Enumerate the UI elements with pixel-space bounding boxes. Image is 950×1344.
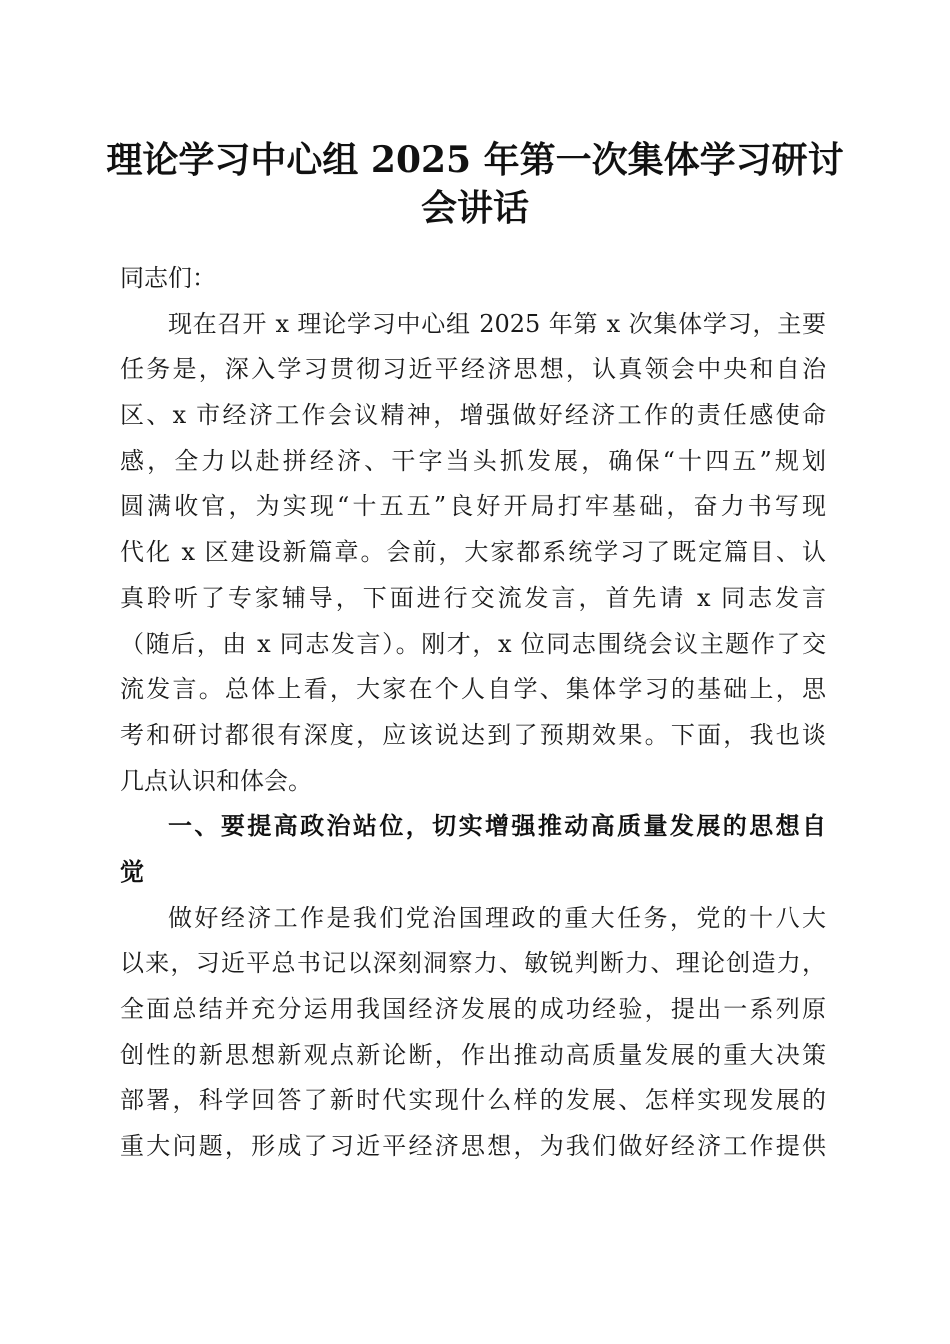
- paragraph-line: 全面总结并充分运用我国经济发展的成功经验，提出一系列原: [120, 995, 826, 1023]
- paragraph-line: （随后，由 x 同志发言）。刚才，x 位同志围绕会议主题作了交: [120, 629, 826, 658]
- paragraph-line: 创性的新思想新观点新论断，作出推动高质量发展的重大决策: [120, 1040, 826, 1069]
- paragraph-line: 感，全力以赴拼经济、干字当头抓发展，确保“十四五”规划: [120, 446, 826, 475]
- paragraph-line: 区、x 市经济工作会议精神，增强做好经济工作的责任感使命: [120, 401, 826, 430]
- paragraph-line: 真聆听了专家辅导，下面进行交流发言，首先请 x 同志发言: [120, 583, 826, 612]
- paragraph-line: 几点认识和体会。: [120, 766, 312, 795]
- paragraph-line: 流发言。总体上看，大家在个人自学、集体学习的基础上，思: [120, 675, 826, 704]
- document-title: [100, 136, 850, 232]
- paragraph-line: 现在召开 x 理论学习中心组 2025 年第 x 次集体学习，主要: [168, 309, 826, 338]
- paragraph-line: 重大问题，形成了习近平经济思想，为我们做好经济工作提供: [120, 1132, 826, 1161]
- paragraph-line: 考和研讨都很有深度，应该说达到了预期效果。下面，我也谈: [120, 720, 826, 749]
- paragraph-line: 以来，习近平总书记以深刻洞察力、敏锐判断力、理论创造力，: [120, 949, 826, 978]
- title-line: 理论学习中心组 2025 年第一次集体学习研讨: [106, 139, 844, 181]
- document-body: [120, 256, 826, 1170]
- section-heading: 一、要提高政治站位，切实增强推动高质量发展的思想自: [168, 812, 826, 841]
- paragraph-line: 代化 x 区建设新篇章。会前，大家都系统学习了既定篇目、认: [120, 538, 826, 567]
- paragraph-line: 任务是，深入学习贯彻习近平经济思想，认真领会中央和自治: [120, 355, 826, 384]
- paragraph-line: 做好经济工作是我们党治国理政的重大任务，党的十八大: [168, 903, 826, 932]
- section-heading: 觉: [120, 857, 144, 886]
- paragraph-line: 圆满收官，为实现“十五五”良好开局打牢基础，奋力书写现: [120, 492, 826, 521]
- salutation: 同志们：: [120, 264, 216, 292]
- paragraph-line: 部署，科学回答了新时代实现什么样的发展、怎样实现发展的: [120, 1086, 826, 1115]
- title-line: 会讲话: [420, 187, 529, 229]
